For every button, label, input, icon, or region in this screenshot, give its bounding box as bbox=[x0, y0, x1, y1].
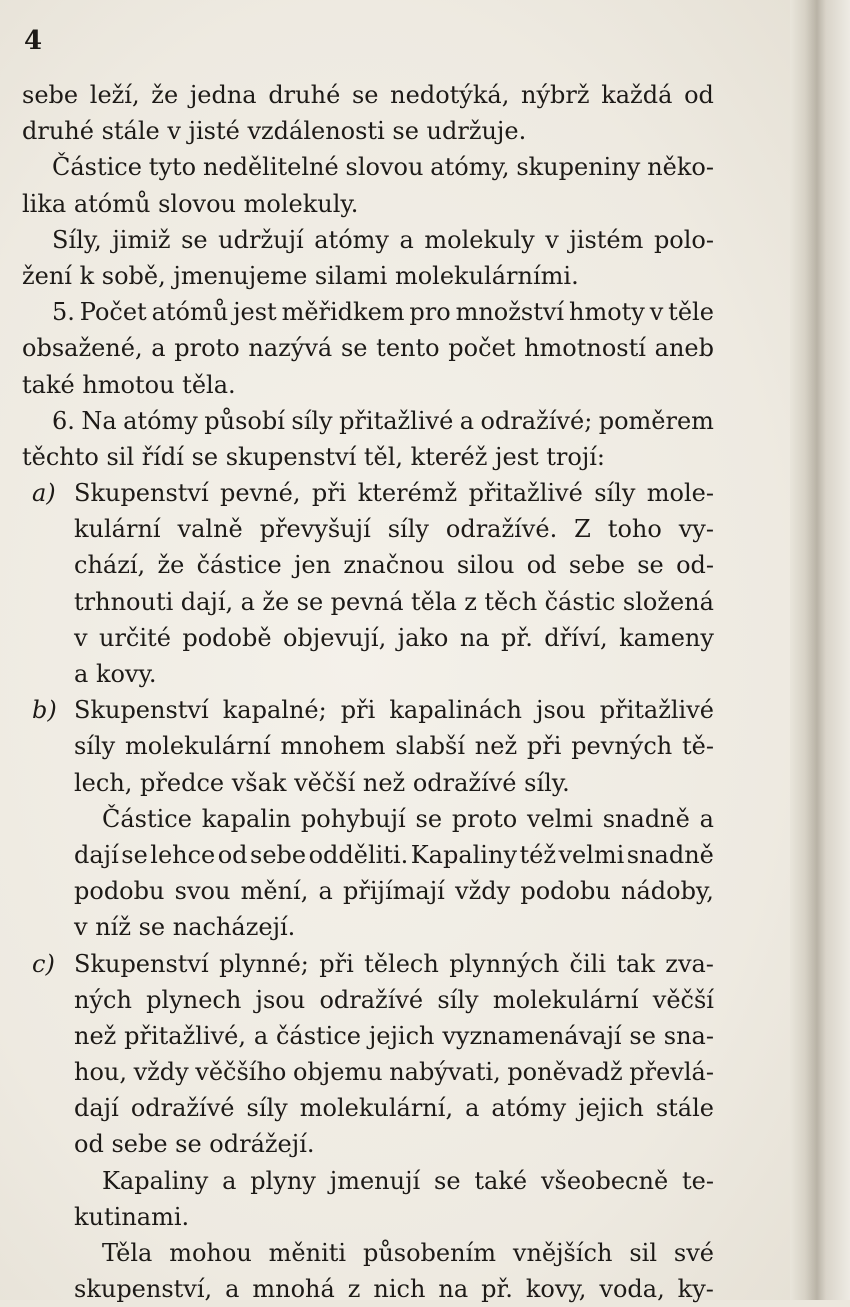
text-line: Částice tyto nedělitelné slovou atómy, skupeniny něko- bbox=[52, 153, 714, 182]
text-line: sebe leží, že jedna druhé se nedotýká, nýbrž každá od bbox=[22, 81, 714, 109]
text-line: kulární valně převyšují síly odražívé. Z toho vy- bbox=[74, 515, 714, 544]
text-line bbox=[22, 692, 714, 728]
text-line: druhé stále v jisté vzdálenosti se udržuje. bbox=[22, 117, 527, 146]
text-line bbox=[22, 946, 714, 982]
text-line-content: Skupenství plynné; při tělech plynných čili tak zva- bbox=[74, 949, 714, 978]
text-line: dají se lehce od sebe odděliti. Kapaliny též velmi snadně bbox=[74, 840, 714, 869]
text-line: 5. Počet atómů jest měřidkem pro množství hmoty v těle bbox=[52, 298, 714, 327]
text-line: Částice kapalin pohybují se proto velmi snadně a bbox=[102, 804, 714, 833]
list-label-a: a) bbox=[32, 479, 56, 508]
text-line: v určité podobě objevují, jako na př. dříví, kameny bbox=[74, 623, 714, 652]
text-line: ných plynech jsou odražívé síly molekulární věčší bbox=[74, 985, 714, 1014]
text-line: těchto sil řídí se skupenství těl, kteréž jest trojí: bbox=[22, 442, 606, 471]
text-line: od sebe se odrážejí. bbox=[74, 1130, 315, 1159]
text-line: než přitažlivé, a částice jejich vyznamenávají se sna- bbox=[74, 1021, 714, 1050]
text-line: trhnouti dají, a že se pevná těla z těch částic složená bbox=[74, 587, 714, 616]
page-number: 4 bbox=[24, 26, 43, 56]
text-line: v níž se nacházejí. bbox=[74, 913, 296, 942]
text-line: Kapaliny a plyny jmenují se také všeobecně te- bbox=[102, 1166, 714, 1195]
text-line: dají odražívé síly molekulární, a atómy jejich stále bbox=[74, 1094, 714, 1123]
text-line: Těla mohou měniti působením vnějších sil své bbox=[102, 1239, 714, 1267]
text-line: obsažené, a proto nazývá se tento počet hmotností aneb bbox=[22, 334, 714, 363]
text-line: lech, předce však věčší než odražívé síly. bbox=[74, 768, 570, 797]
text-line: hou, vždy věčšího objemu nabývati, poněvadž převlá- bbox=[74, 1058, 714, 1087]
text-line bbox=[22, 475, 714, 511]
body-text bbox=[22, 77, 714, 1307]
text-line: 6. Na atómy působí síly přitažlivé a odražívé; poměrem bbox=[52, 406, 714, 435]
text-line: síly molekulární mnohem slabší než při pevných tě- bbox=[74, 732, 714, 761]
text-line-content: Skupenství kapalné; při kapalinách jsou přitažlivé bbox=[74, 696, 714, 725]
book-gutter bbox=[790, 0, 850, 1300]
list-label-b: b) bbox=[32, 696, 57, 725]
list-label-c: c) bbox=[32, 949, 55, 978]
text-line-content: Skupenství pevné, při kterémž přitažlivé síly mole- bbox=[74, 479, 714, 508]
text-line: kutinami. bbox=[74, 1202, 190, 1231]
text-line: a kovy. bbox=[74, 660, 157, 688]
text-line: žení k sobě, jmenujeme silami molekulárními. bbox=[22, 261, 579, 290]
text-line: také hmotou těla. bbox=[22, 370, 236, 399]
text-line: skupenství, a mnohá z nich na př. kovy, voda, ky- bbox=[74, 1275, 714, 1304]
text-line: lika atómů slovou molekuly. bbox=[22, 189, 359, 218]
text-line: podobu svou mění, a přijímají vždy podobu nádoby, bbox=[74, 877, 714, 906]
text-line: Síly, jimiž se udržují atómy a molekuly v jistém polo- bbox=[52, 225, 714, 254]
text-line: chází, že částice jen značnou silou od sebe se od- bbox=[74, 551, 714, 580]
